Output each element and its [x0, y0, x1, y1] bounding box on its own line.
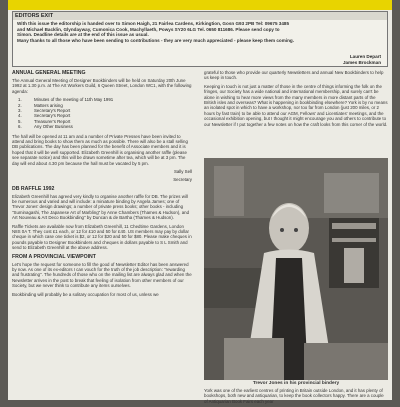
agm-title: ANNUAL GENERAL MEETING — [12, 70, 86, 76]
raffle-body-2: Raffle Tickets are available now from Elizabeth Greenhill, 11 Chedtime Gardens, London N8S 0A T. They cost £1 each, or 12 for £10 and 50 for £40. US members may pay by dollar cheque in which case one ticket is $2, or 12 for $20 and 50 for $80. Please make cheques in pounds payable to Designer Bookbinders and cheques in dollars payable to S L Smith and send to Elizabeth Greenhill at the above address. — [12, 223, 192, 251]
agenda-item: 4. Secretary's Report — [18, 113, 71, 119]
editors-exit-line: Simon. Deadline details are at the end of this issue as usual. — [17, 32, 149, 38]
bottom-right-text — [204, 388, 388, 407]
right-column-intro: grateful to those who provide our quarterly Newsletters and annual New Bookbinders to help us keep in touch. — [204, 70, 384, 81]
editors-exit-box — [12, 11, 388, 67]
agm-signature-name: Sally Sell — [173, 169, 192, 175]
agm-body: The hall will be opened at 11 am and a number of Private Presses have been invited to attend and bring books to show them as much as possible. There will also be a stall selling DB publications. The day has been planned for the benefit of Associate members and it is hoped that it will be well supported. Elizabeth Greenhill is organising another raffle (please see separate notice) and this will be drawn sometime after tea, which will be at 3 pm. The day will end about 4.30 pm because the hall must be vacated by 5 pm. — [12, 133, 188, 166]
agenda-item: 2. Matters arising — [18, 102, 63, 108]
editors-exit-line: With this issue the editorship is handed over to Simon Haigh, 21 Fairlea Cardens, Kirkingtion, Gosn G93 2PB Tel: 09675 3485 — [17, 21, 289, 26]
raffle-body: Elizabeth Greenhill has agreed very kindly to organise another raffle for DB. The prizes will be numerous and varied and will include: a miniature binding by Angela James; one of Trevor Jones' design drawings; a number of private press books; other books - including "Suminagashi, The Japanese Art of Marbling" by Anne Chambers (Thames & Hudson), and Art Nouveau & Art Deco Bookbinding" by Duncan & de Bartha (Thames & Hudson). — [12, 193, 190, 221]
bindery-photo — [204, 158, 388, 380]
agenda-item: 6. Any Other Business — [18, 124, 73, 130]
right-column-body: Keeping in touch is not just a matter of those in the centre of things informing the folk on the fringes, our Society has a wide national and international membership, and surely can't be alone in wishing to hear more views from the many members in more distant parts of the British isles and overseas? What is happening in bookbinding elsewhere? York is by no means an isolated spot in which to have a workshop, nor too far from London (just 200 miles, or 2 hours by fast train) to be able to attend our AGM, Fellows' and Licentiates' meetings, and the occasional exhibition opening, but I thought it might encourage you and others to contribute to our Newsletter if I put together a few notes on how the craft looks from this corner of the world. — [204, 83, 388, 127]
raffle-title: DB RAFFLE 1992 — [12, 185, 55, 192]
agenda-item: 5. Treasurer's Report — [18, 118, 71, 124]
agm-intro: The Annual General Meeting of Designer Bookbinders will be held on Saturday 20th June 1992 at 1.30 p.m. at The Art Workers Guild, 6 Queen Street, London WC1, with the following agenda: — [12, 78, 192, 94]
editors-exit-line: and Michael Backlin, Glyndayway, Cumonica Cook, Machyllaeth, Powys SY20 6LG Tel. 0650 811686. Please send copy to — [17, 26, 280, 32]
bindery-photo-image — [204, 158, 388, 380]
editors-exit-line: Many thanks to all those who have been sending to contributions - they are very much appreciated - please keep them coming. — [17, 37, 294, 43]
agenda-item: 3. Secretary's Report — [18, 108, 71, 114]
provincial-title: FROM A PROVINCIAL VIEWPOINT — [12, 253, 96, 260]
right-column — [204, 70, 388, 130]
provincial-body: Let's hope the request for someone to fill the good of Newsletter Editor has been answered by now. As one of its ex-editors I can vouch for the truth of the job description: "rewarding and frustrating". The hundreds of those who on the mailing list are always glad and when the Newsletter arrives in the post to break that feeling of isolation from other members of our Society, but we never think to contribute any items ourselves. — [12, 261, 192, 289]
agm-signature-role: Secretary — [173, 177, 192, 183]
header-banner — [8, 0, 392, 10]
agm-agenda — [18, 97, 192, 129]
photo-caption: Trevor Jones in his provincial bindery — [252, 381, 340, 386]
editors-exit-title: EDITORS EXIT — [13, 12, 387, 20]
bottom-right-body: York was one of the earliest centres of printing in Britain outside London, and it has plenty of bookshops, both new and antiquarian, to keep the book collectors happy. There are a couple of Antiquarian Book Fairs each year — [204, 388, 384, 404]
agenda-item: 1. Minutes of the meeting of 11th May 1991 — [18, 97, 114, 103]
provincial-body-2: Bookbinding will probably be a solitary occupation for most of us, unless we — [12, 291, 159, 297]
left-column — [12, 70, 192, 300]
editors-signature: Lauren Depart — [349, 54, 381, 59]
newsletter-page — [8, 0, 392, 404]
editors-signature: James Brockman — [342, 60, 381, 65]
